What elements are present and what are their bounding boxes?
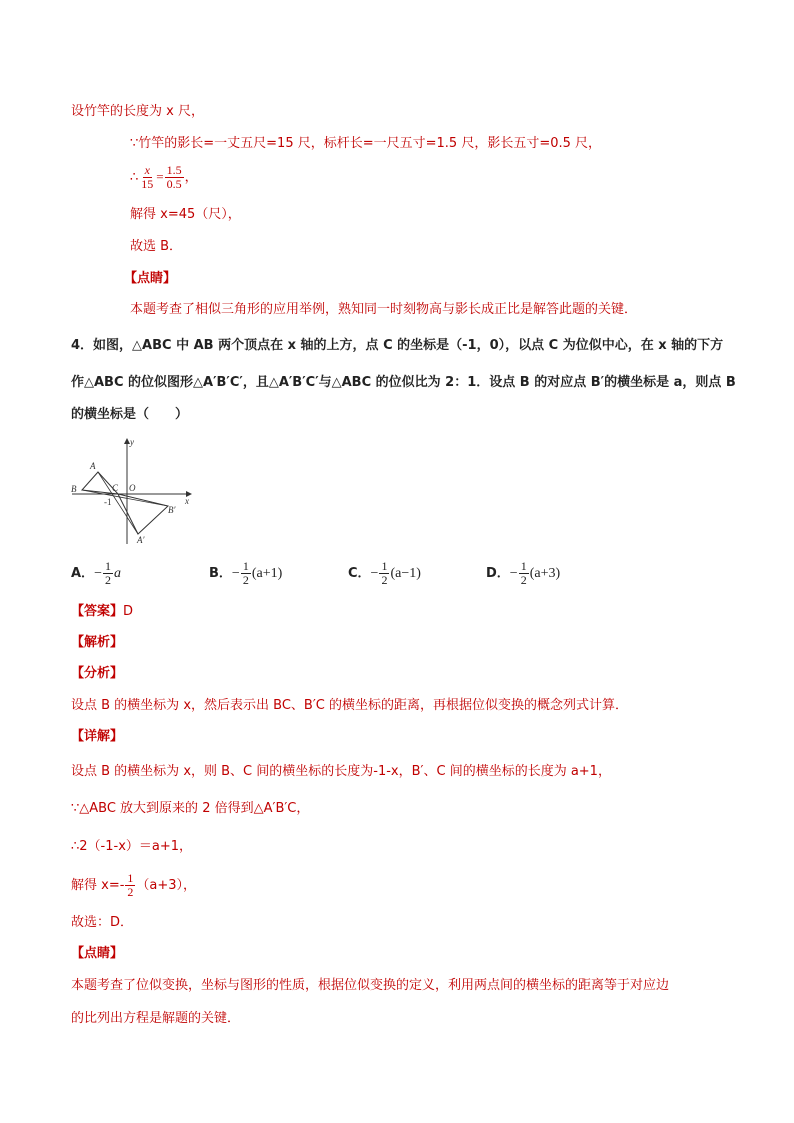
detail-line-5: 故选：D． xyxy=(71,915,134,930)
detail-line-4: 解得 x=- $\frac{1}{2}$ （a+3）， xyxy=(71,871,197,899)
label-a: A xyxy=(90,461,96,471)
line-b-bprime xyxy=(82,490,168,506)
option-c[interactable]: C．− $\frac{1}{2}$ (a−1) xyxy=(348,559,421,587)
fraction-1.5-over-0.5: $\frac{1.5}{0.5}$ xyxy=(166,163,182,191)
prev-line-2: ∵竹竿的影长=一丈五尺=15 尺，标杆长=一尺五寸=1.5 尺，影长五寸=0.5 尺， xyxy=(130,136,602,151)
therefore-symbol: ∴ xyxy=(130,170,139,185)
option-a[interactable]: A．− $\frac{1}{2}$ a xyxy=(71,559,121,587)
label-o: O xyxy=(129,483,136,493)
option-b[interactable]: B．− $\frac{1}{2}$ (a+1) xyxy=(209,559,283,587)
prev-line-5: 故选 B． xyxy=(130,239,183,254)
comment-line-2: 的比列出方程是解题的关键． xyxy=(71,1011,241,1026)
prev-line-3: ∴ $\frac{x}{15}$ = $\frac{1.5}{0.5}$ ， xyxy=(130,163,198,191)
answer-heading: 【答案】 xyxy=(71,604,124,619)
label-c: C xyxy=(112,483,119,493)
prev-line-4: 解得 x=45（尺）， xyxy=(130,207,241,222)
label-y: y xyxy=(130,437,134,447)
option-d[interactable]: D．− $\frac{1}{2}$ (a+3) xyxy=(486,559,561,587)
detail-line-3: ∴2（-1-x）＝a+1， xyxy=(71,839,193,854)
fenxi-heading: 【分析】 xyxy=(71,666,124,681)
label-x: x xyxy=(185,496,189,506)
comment-line-1: 本题考查了位似变换，坐标与图形的性质，根据位似变换的定义，利用两点间的横坐标的距离等于对应边 xyxy=(71,978,670,993)
label-neg1: -1 xyxy=(104,497,112,507)
answer-row xyxy=(71,603,133,621)
analysis-heading: 【解析】 xyxy=(71,635,124,650)
coordinate-figure xyxy=(68,436,194,548)
comment-heading: 【点睛】 xyxy=(71,946,124,961)
prev-comment-text: 本题考查了相似三角形的应用举例，熟知同一时刻物高与影长成正比是解答此题的关键． xyxy=(130,302,638,317)
answer-value: D xyxy=(123,604,134,619)
fraction-one-half: $\frac{1}{2}$ xyxy=(127,871,134,899)
question-line-2: 作△ABC 的位似图形△A′B′C′，且△A′B′C′与△ABC 的位似比为 2：1．设点 B 的对应点 B′的横坐标是 a，则点 B xyxy=(71,375,736,390)
label-b-prime: B′ xyxy=(168,505,176,515)
label-b: B xyxy=(71,484,77,494)
fraction-x-over-15: $\frac{x}{15}$ xyxy=(141,163,154,191)
question-line-3: 的横坐标是（ ） xyxy=(71,407,189,422)
prev-comment-heading: 【点睛】 xyxy=(124,271,177,286)
detail-line-1: 设点 B 的横坐标为 x，则 B、C 间的横坐标的长度为-1-x，B′、C 间的横坐标的长度为 a+1， xyxy=(71,764,611,779)
question-line-1: 4．如图，△ABC 中 AB 两个顶点在 x 轴的上方，点 C 的坐标是（-1，0），以点 C 为位似中心，在 x 轴的下方 xyxy=(71,338,724,353)
detail-line-2: ∵△ABC 放大到原来的 2 倍得到△A′B′C， xyxy=(71,801,310,816)
fenxi-text: 设点 B 的横坐标为 x，然后表示出 BC、B′C 的横坐标的距离，再根据位似变换的概念列式计算． xyxy=(71,698,628,713)
detail-heading: 【详解】 xyxy=(71,729,124,744)
label-a-prime: A′ xyxy=(137,535,145,545)
prev-line-1: 设竹竿的长度为 x 尺， xyxy=(71,104,204,119)
